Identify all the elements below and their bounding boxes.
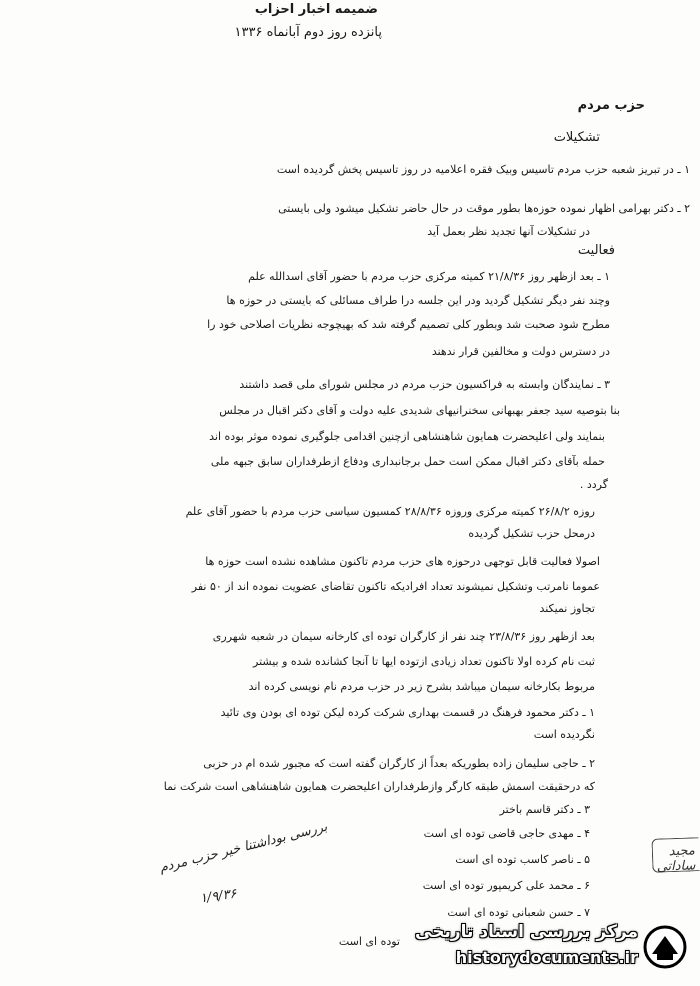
header-date: پانزده روز دوم آبانماه ۱۳۳۶ (234, 25, 382, 40)
watermark-name: مرکز بررسی اسناد تاریخی (415, 922, 638, 942)
party-heading: حزب مردم (577, 98, 645, 113)
name-item-7: ۷ ـ حسن شعبانی توده ای است (447, 906, 590, 919)
status-line: عموما نامرتب وتشکیل نمیشوند تعداد افرادیکه تاکنون تقاضای عضویت نموده اند از ۵۰ نفر (191, 580, 600, 593)
watermark (415, 920, 692, 978)
name-item-6: ۶ ـ محمد علی کریمپور توده ای است (422, 879, 590, 892)
workers-line: مربوط بکارخانه سیمان میباشد بشرح زیر در حزب مردم نام نویسی کرده اند (248, 680, 595, 693)
watermark-url: historydocuments.ir (455, 948, 638, 967)
activity-line: گردد . (579, 478, 608, 491)
activity-line: بنمایند ولی اعلیحضرت همایون شاهنشاهی ازچنین اقدامی جلوگیری نموده موثر بوده اند (209, 430, 605, 443)
org-item-1: ۱ ـ در تبریز شعبه حزب مردم تاسیس وبیک فقره اعلامیه در روز تاسیس پخش گردیده است (276, 163, 690, 176)
activity-line: ۳ ـ نمایندگان وابسته به فراکسیون حزب مردم در مجلس شورای ملی قصد داشتند (239, 378, 610, 391)
name-item-4: ۴ ـ مهدی حاجی قاضی توده ای است (423, 827, 590, 840)
org-item-2: ۲ ـ دکتر بهرامی اظهار نموده حوزه‌ها بطور موقت در حال حاضر تشکیل میشود ولی بایستی (278, 202, 690, 215)
section-organization: تشکیلات (553, 130, 600, 145)
activity-line: وچند نفر دیگر تشکیل گردید ودر این جلسه درا طراف مسائلی که بایستی در حوزه ها (226, 294, 610, 307)
name-item-3: ۳ ـ دکتر قاسم باختر (499, 803, 590, 816)
header-title: ضمیمه اخبار احزاب (254, 2, 378, 17)
committee-line: روزه ۲۶/۸/۲ کمیته مرکزی وروزه ۲۸/۸/۳۶ کمسیون سیاسی حزب مردم با حضور آقای علم (185, 505, 595, 518)
committee-line: درمحل حزب تشکیل گردیده (468, 527, 595, 540)
name-item-1: ۱ ـ دکتر محمود فرهنگ در قسمت بهداری شرکت کرده لیکن توده ای بودن وی تائید (220, 706, 595, 719)
workers-line: بعد ازظهر روز ۲۳/۸/۳۶ چند نفر از کارگران توده ای کارخانه سیمان در شعبه شهرری (212, 630, 595, 643)
activity-line: مطرح شود صحبت شد وبطور کلی تصمیم گرفته شد که بهیچوجه نظریات اصلاحی خود را (207, 318, 610, 331)
signature-line-2: ۱/۹/۳۶ (199, 886, 238, 907)
section-activity: فعالیت (577, 243, 615, 258)
name-item-2-cont: که درحقیقت اسمش طبقه کارگر وازطرفداران اعلیحضرت همایون شاهنشاهی است شرکت نما (163, 780, 595, 793)
name-item-2: ۲ ـ حاجی سلیمان زاده بطوریکه بعداً از کارگران گفته است که مجبور شده ام در حزبی (203, 757, 595, 770)
status-line: اصولا فعالیت قابل توجهی درحوزه های حزب مردم تاکنون مشاهده نشده است حوزه ها (205, 555, 600, 568)
name-item-5: ۵ ـ ناصر کاسب توده ای است (455, 853, 590, 866)
activity-line: ۱ ـ بعد ازظهر روز ۲۱/۸/۳۶ کمیته مرکزی حزب مردم با حضور آقای اسدالله علم (248, 270, 610, 283)
watermark-logo-icon (642, 924, 688, 970)
signature-line-1: بررسی بوداشتنا خیر حزب مردم (158, 819, 329, 876)
activity-line: بنا بتوصیه سید جعفر بهبهانی سخنرانیهای شدیدی علیه دولت و آقای دکتر اقبال در مجلس (219, 404, 620, 417)
activity-line: در دسترس دولت و مخالفین قرار ندهند (431, 345, 610, 358)
name-item-1-cont: نگردیده است (533, 728, 595, 741)
margin-note: مجید ساداتی (656, 843, 696, 875)
margin-stamp (651, 837, 699, 873)
workers-line: ثبت نام کرده اولا تاکنون تعداد زیادی ازتوده ایها تا آنجا کشانده شده و بیشتر (253, 655, 595, 668)
status-line: تجاوز نمیکند (539, 602, 595, 615)
org-item-3: در تشکیلات آنها تجدید نظر بعمل آید (427, 225, 590, 238)
name-item-8: توده ای است (338, 935, 400, 948)
activity-line: حمله بآقای دکتر اقبال ممکن است حمل برجانبداری ودفاع ازطرفداران سابق جبهه ملی (210, 455, 605, 468)
